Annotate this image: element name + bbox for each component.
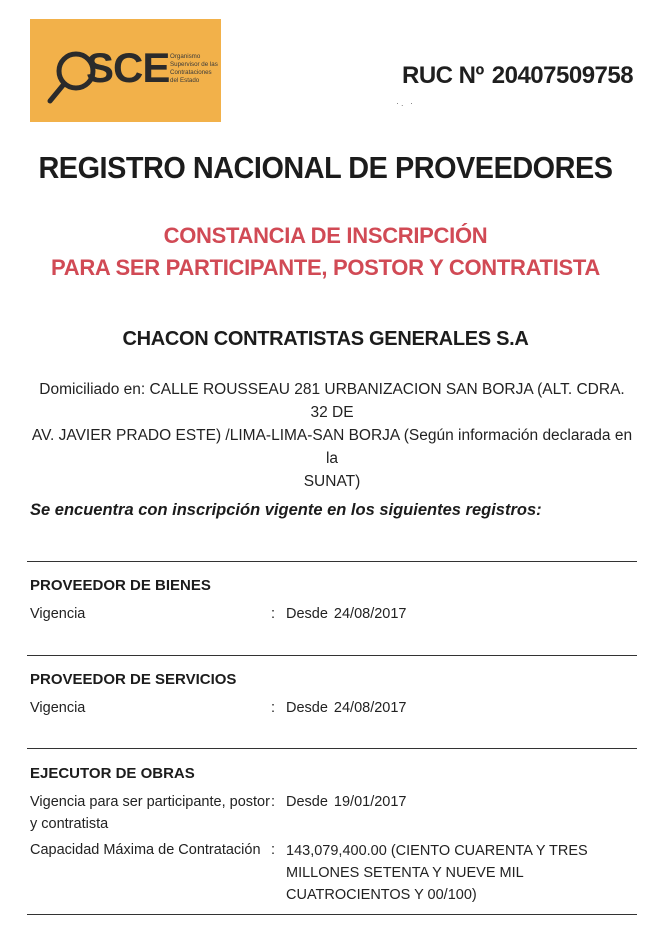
row-value: Desde 19/01/2017 — [286, 794, 407, 810]
divider — [27, 561, 637, 562]
logo-org-name: Organismo Supervisor de las Contrataciones del Estado — [170, 53, 218, 84]
separator: : — [271, 842, 276, 858]
section-title-bienes: PROVEEDOR DE BIENES — [30, 577, 211, 594]
row-value: Desde 24/08/2017 — [286, 700, 407, 716]
row-label: Vigencia — [30, 700, 86, 716]
divider — [27, 914, 637, 915]
row-label: Vigencia para ser participante, postor y contratista — [30, 794, 270, 832]
ruc-label: RUC Nº — [402, 62, 484, 89]
subtitle-line-2: PARA SER PARTICIPANTE, POSTOR Y CONTRATISTA — [51, 255, 600, 280]
row-label: Capacidad Máxima de Contratación — [30, 842, 261, 858]
subtitle-line-1: CONSTANCIA DE INSCRIPCIÓN — [163, 223, 488, 248]
row-value: 143,079,400.00 (CIENTO CUARENTA Y TRES MILLONES SETENTA Y NUEVE MIL CUATROCIENTOS Y 00/100) — [286, 843, 588, 903]
company-name: CHACON CONTRATISTAS GENERALES S.A — [122, 328, 529, 350]
separator: : — [271, 700, 276, 716]
address-block — [30, 378, 634, 493]
registry-intro: Se encuentra con inscripción vigente en los siguientes registros: — [30, 501, 542, 519]
scan-specks: ·. · — [396, 98, 415, 108]
section-title-obras: EJECUTOR DE OBRAS — [30, 765, 195, 782]
divider — [27, 655, 637, 656]
ruc-value: 20407509758 — [491, 62, 634, 89]
divider — [27, 748, 637, 749]
row-label: Vigencia — [30, 606, 86, 622]
address-line: SUNAT) — [303, 473, 361, 490]
separator: : — [271, 606, 276, 622]
logo-brand-text: SCE — [86, 44, 170, 91]
address-line: AV. JAVIER PRADO ESTE) /LIMA-LIMA-SAN BORJA (Según información declarada en la — [31, 427, 633, 467]
section-title-servicios: PROVEEDOR DE SERVICIOS — [30, 671, 237, 688]
separator: : — [271, 794, 276, 810]
row-value: Desde 24/08/2017 — [286, 606, 407, 622]
osce-logo — [30, 19, 221, 122]
ruc-number — [402, 62, 633, 90]
page-title: REGISTRO NACIONAL DE PROVEEDORES — [38, 150, 613, 185]
address-line: Domiciliado en: CALLE ROUSSEAU 281 URBANIZACION SAN BORJA (ALT. CDRA. 32 DE — [39, 381, 625, 421]
